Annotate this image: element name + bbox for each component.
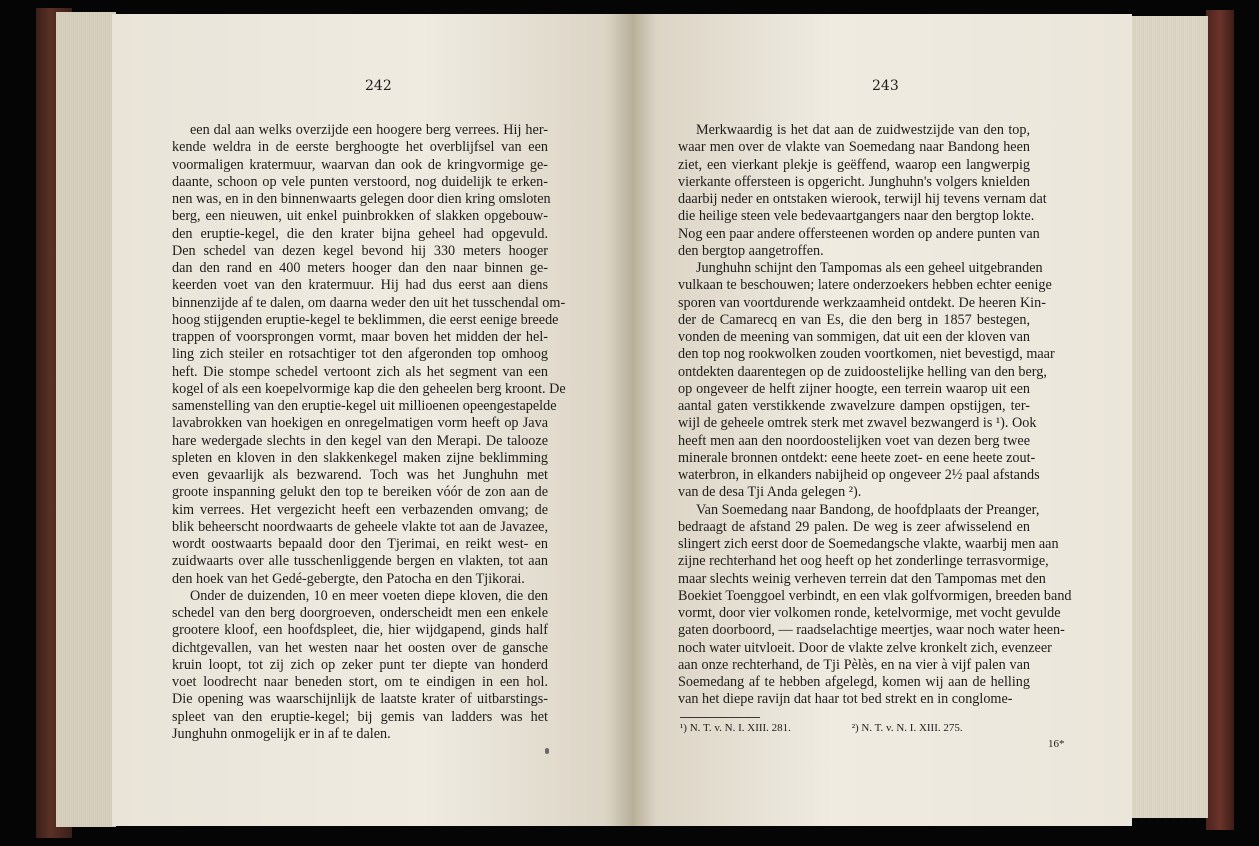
left-page-edges [56, 12, 116, 827]
text-line: van de desa Tji Anda gelegen ²). [678, 484, 862, 501]
text-line: der de Camarecq en van Es, die den berg in 1857 bestegen, [678, 311, 1030, 328]
text-line: spleten en kloven in den slakkenkegel maken zijne beklimming [172, 449, 548, 466]
text-line: wordt oostwaarts bepaald door den Tjerimai, en reikt west- en [172, 536, 548, 552]
text-line: Die opening was waarschijnlijk de laatste krater of uitbarstings- [172, 691, 548, 708]
signature-mark: 16* [1048, 738, 1065, 750]
text-line: maar slechts weinig verheven terrein dat den Tampomas met den [678, 570, 1046, 587]
text-line: op ongeveer de helft zijner hoogte, een terrein waarop uit een [678, 380, 1030, 397]
footnote-1: ¹) N. T. v. N. I. XIII. 281. [680, 722, 791, 734]
text-line: binnenzijde af te dalen, om daarna weder den uit het tusschendal om- [172, 294, 566, 311]
text-line: aan onze rechterhand, de Tji Pèlès, en na vier à vijf palen van [678, 656, 1030, 673]
text-line: Nog een paar andere offersteenen worden op andere punten van [678, 225, 1040, 242]
text-line: nen was, en in den binnenwaarts gelegen door dien kring omsloten [172, 191, 551, 207]
text-line: daarbij neder en ontstaken wierook, terwijl hij tevens vernam dat [678, 191, 1047, 207]
text-line: samenstelling van den eruptie-kegel uit millioenen opeengestapelde [172, 398, 557, 414]
text-line: kende weldra in de eerste berghoogte het overblijfsel van een [172, 139, 548, 156]
right-page-edges [1130, 16, 1208, 818]
text-line: wijl de geheele omtrek sterk met zwavel bezwangerd is ¹). Ook [678, 415, 1037, 432]
footnote-2: ²) N. T. v. N. I. XIII. 275. [851, 722, 963, 734]
text-line: slingert zich eerst door de Soemedangsche vlakte, waarbij men aan [678, 536, 1059, 552]
footnotes [680, 722, 1021, 734]
text-line: een dal aan welks overzijde een hoogere berg verrees. Hij her- [190, 122, 548, 138]
text-line: ling zich steiler en rotsachtiger tot den afgeronden top omhoog [172, 346, 548, 363]
text-line: minerale bronnen ontdekt: eene heete zoet- en eene heete zout- [678, 449, 1036, 466]
text-line: den top nog rookwolken zouden voortkomen, niet bevestigd, maar [678, 346, 1055, 363]
text-line: berg, een nieuwen, uit enkel puinbrokken of slakken opgebouw- [172, 208, 548, 225]
text-line: daante, schoon op vele punten verstoord, nog duidelijk te erken- [172, 173, 548, 190]
text-line: gaten doorboord, — raadselachtige meertjes, waar noch water heen- [678, 622, 1065, 639]
text-line: dichtgevallen, van het westen naar het oosten over de gansche [172, 639, 548, 656]
text-line: hare wedergade slechts in den kegel van den Merapi. De talooze [172, 432, 548, 449]
text-line: Boekiet Toenggoel verbindt, en een vlak golfvormigen, breeden band [678, 587, 1072, 604]
text-line: van het diepe ravijn dat haar tot bed strekt en in conglome- [678, 691, 1013, 708]
text-line: keerden voet van den kratermuur. Hij had dus eerst aan diens [172, 277, 548, 294]
text-line: Junghuhn onmogelijk er in af te dalen. [172, 725, 391, 742]
text-line: Den schedel van dezen kegel bevond hij 330 meters hooger [172, 242, 548, 259]
text-line: vierkante offersteen is opgericht. Junghuhn's volgers knielden [678, 173, 1030, 190]
right-page-number: 243 [872, 78, 899, 94]
text-line: den bergtop aangetroffen. [678, 242, 824, 259]
text-line: den eruptie-kegel, die den krater bijna geheel had opgevuld. [172, 225, 548, 242]
text-line: kim verrees. Het vergezicht heeft een verbazenden omvang; de [172, 501, 548, 518]
text-line: ziet, een vierkant plekje is geëffend, waarop een langwerpig [678, 156, 1030, 173]
text-line: kruin loopt, tot zij zich op zeker punt ter diepte van honderd [172, 656, 548, 673]
footnote-rule [680, 717, 760, 718]
text-line: den hoek van het Gedé-gebergte, den Patocha en den Tjikorai. [172, 570, 525, 587]
text-line: schedel van den berg doorgroeven, onderscheidt men een enkele [172, 605, 548, 621]
text-line: Onder de duizenden, 10 en meer voeten diepe kloven, die den [190, 587, 548, 604]
text-line: aantal gaten verstikkende zwavelzure dampen opstijgen, ter- [678, 398, 1030, 414]
text-line: Van Soemedang naar Bandong, de hoofdplaats der Preanger, [696, 501, 1040, 518]
right-cover [1206, 10, 1234, 830]
text-line: zuidwaarts over alle tusschenliggende bergen en vlakten, tot aan [172, 553, 548, 570]
text-line: zijne rechterhand het oog heeft op het zonderlinge terrasvormige, [678, 553, 1049, 570]
text-line: Merkwaardig is het dat aan de zuidwestzijde van den top, [696, 122, 1030, 138]
text-line: kogel of als een koepelvormige kap die den geheelen berg kroont. De [172, 380, 566, 397]
text-line: waterbron, in elkanders nabijheid op ongeveer 2½ paal afstands [678, 467, 1040, 483]
text-line: groote inspanning gelukt den top te bereiken vóór de zon aan de [172, 484, 548, 501]
text-line: voet loodrecht naar beneden stort, om te eindigen in een hol. [172, 674, 548, 690]
text-line: Junghuhn schijnt den Tampomas als een geheel uitgebranden [696, 260, 1043, 276]
text-line: grootere kloof, een hoofdspleet, die, hier wijdgapend, ginds half [172, 622, 548, 639]
text-line: hoog stijgenden eruptie-kegel te beklimmen, die eerst eenige breede [172, 311, 559, 328]
text-line: noch water uitvloeit. Door de vlakte zelve kronkelt zich, evenzeer [678, 639, 1052, 656]
text-line: trappen of voorsprongen vormt, maar boven het midden der hel- [172, 329, 548, 345]
text-line: vonden de meening van sommigen, dat uit een der kloven van [678, 329, 1030, 345]
ink-spot [545, 748, 549, 754]
left-page-number: 242 [365, 78, 392, 94]
text-line: vormt, door vier volkomen ronde, ketelvormige, met vocht gevulde [678, 605, 1061, 621]
text-line: lavabrokken van hoekigen en onregelmatigen vorm heeft op Java [172, 415, 548, 432]
text-line: blik beheerscht noordwaarts de geheele vlakte tot aan de Javazee, [172, 518, 548, 535]
text-line: dan den rand en 400 meters hooger dan den naar binnen ge- [172, 260, 548, 276]
text-line: even gevaarlijk als bezwarend. Toch was het Junghuhn met [172, 467, 548, 483]
text-line: spleet van den eruptie-kegel; bij gemis van ladders was het [172, 708, 548, 725]
text-line: ontdekten daarentegen op de zuidoostelijke helling van den berg, [678, 363, 1047, 380]
text-line: voormaligen kratermuur, waarvan dan ook de kringvormige ge- [172, 156, 548, 173]
text-line: bedraagt de afstand 29 palen. De weg is zeer afwisselend en [678, 518, 1030, 535]
text-line: vulkaan te beschouwen; latere onderzoekers hebben echter eenige [678, 277, 1052, 294]
text-line: sporen van voortdurende werkzaamheid ontdekt. De heeren Kin- [678, 294, 1046, 311]
text-line: heft. Die stompe schedel vertoont zich als het segment van een [172, 363, 548, 380]
text-line: Soemedang af te hebben afgelegd, komen wij aan de helling [678, 674, 1030, 690]
text-line: waar men over de vlakte van Soemedang naar Bandong heen [678, 139, 1030, 156]
text-line: die heilige steen vele bedevaartgangers naar den bergtop lokte. [678, 208, 1035, 225]
left-page-body [172, 122, 566, 743]
right-page-body [678, 122, 1072, 709]
text-line: heeft men aan den noordoostelijken voet van dezen berg twee [678, 432, 1030, 449]
